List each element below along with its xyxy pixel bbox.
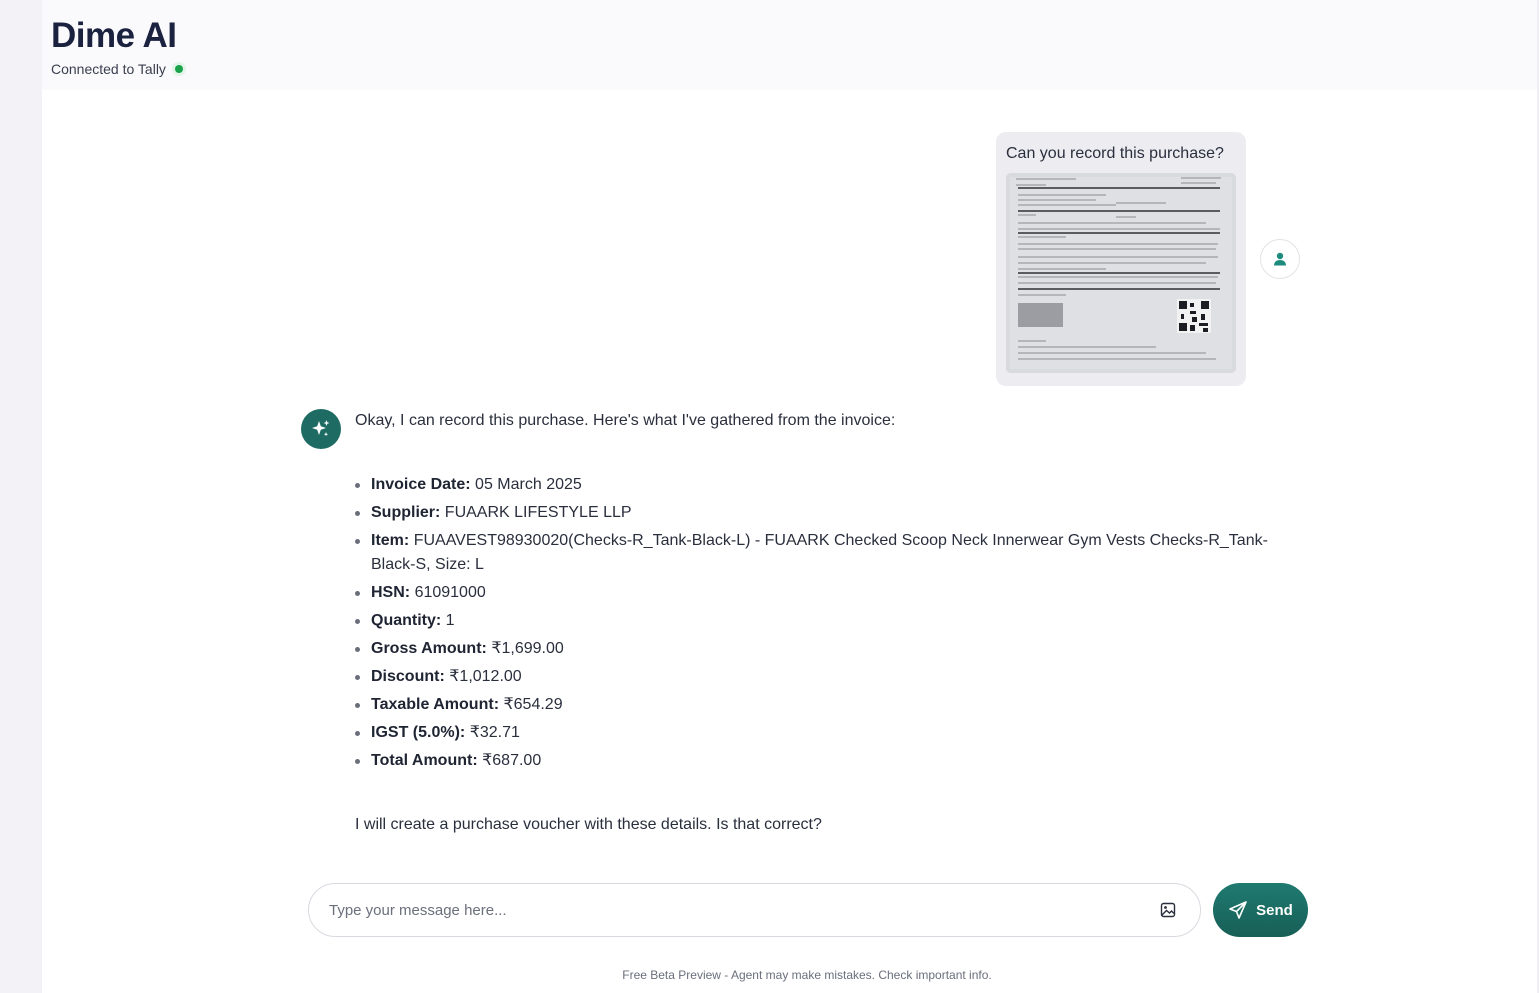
detail-label: Invoice Date <box>371 476 466 493</box>
message-input[interactable] <box>329 902 1156 919</box>
invoice-image-attachment[interactable] <box>1006 173 1236 373</box>
sparkle-icon <box>310 418 332 440</box>
user-message-bubble <box>996 132 1246 386</box>
detail-value: ₹32.71 <box>469 724 520 741</box>
detail-value: ₹1,699.00 <box>491 640 564 657</box>
connection-status <box>51 61 186 77</box>
message-composer <box>308 883 1201 937</box>
list-item: Total Amount: ₹687.00 <box>355 749 1285 773</box>
list-item: IGST (5.0%): ₹32.71 <box>355 721 1285 745</box>
left-edge <box>0 0 42 993</box>
detail-label: IGST (5.0%) <box>371 724 460 741</box>
list-item: Supplier: FUAARK LIFESTYLE LLP <box>355 501 1285 525</box>
ai-message-outro: I will create a purchase voucher with these details. Is that correct? <box>355 816 822 833</box>
app-title: Dime AI <box>51 16 177 55</box>
status-dot-icon <box>172 62 186 76</box>
detail-value: 61091000 <box>414 584 486 601</box>
list-item: Gross Amount: ₹1,699.00 <box>355 637 1285 661</box>
send-icon <box>1228 900 1248 920</box>
detail-value: 05 March 2025 <box>475 476 582 493</box>
detail-label: Gross Amount <box>371 640 482 657</box>
user-icon <box>1272 251 1288 267</box>
ai-avatar <box>301 409 341 449</box>
detail-label: HSN <box>371 584 405 601</box>
detail-value: ₹654.29 <box>503 696 563 713</box>
detail-label: Supplier <box>371 504 436 521</box>
detail-label: Item <box>371 532 404 549</box>
attach-image-button[interactable] <box>1156 898 1180 922</box>
list-item: Invoice Date: 05 March 2025 <box>355 473 1285 497</box>
user-avatar <box>1260 239 1300 279</box>
detail-value: FUAARK LIFESTYLE LLP <box>444 504 632 521</box>
header <box>42 0 1537 90</box>
list-item: Discount: ₹1,012.00 <box>355 665 1285 689</box>
list-item: Quantity: 1 <box>355 609 1285 633</box>
invoice-preview-graphic <box>1006 173 1236 373</box>
list-item: Item: FUAAVEST98930020(Checks-R_Tank-Black-L) - FUAARK Checked Scoop Neck Innerwear Gym Vests Checks-R_Tank-Black-S, Size: L <box>355 529 1285 577</box>
detail-value: FUAAVEST98930020(Checks-R_Tank-Black-L) - FUAARK Checked Scoop Neck Innerwear Gym Vests Checks-R_Tank-Black-S, Size: L <box>371 532 1268 573</box>
send-button[interactable] <box>1213 883 1308 937</box>
connection-status-label: Connected to Tally <box>51 61 166 77</box>
detail-label: Quantity <box>371 612 436 629</box>
list-item: HSN: 61091000 <box>355 581 1285 605</box>
detail-label: Discount <box>371 668 440 685</box>
image-icon <box>1160 902 1176 918</box>
detail-label: Taxable Amount <box>371 696 494 713</box>
detail-label: Total Amount <box>371 752 473 769</box>
list-item: Taxable Amount: ₹654.29 <box>355 693 1285 717</box>
detail-value: ₹1,012.00 <box>449 668 522 685</box>
detail-value: ₹687.00 <box>482 752 542 769</box>
invoice-details-list <box>355 473 1285 773</box>
ai-message <box>355 409 1285 837</box>
footer-disclaimer: Free Beta Preview - Agent may make mistakes. Check important info. <box>622 968 992 982</box>
chat-app <box>42 0 1537 993</box>
user-message-text: Can you record this purchase? <box>1006 145 1224 162</box>
send-label: Send <box>1256 901 1293 919</box>
ai-message-intro: Okay, I can record this purchase. Here's what I've gathered from the invoice: <box>355 412 896 429</box>
detail-value: 1 <box>445 612 455 629</box>
